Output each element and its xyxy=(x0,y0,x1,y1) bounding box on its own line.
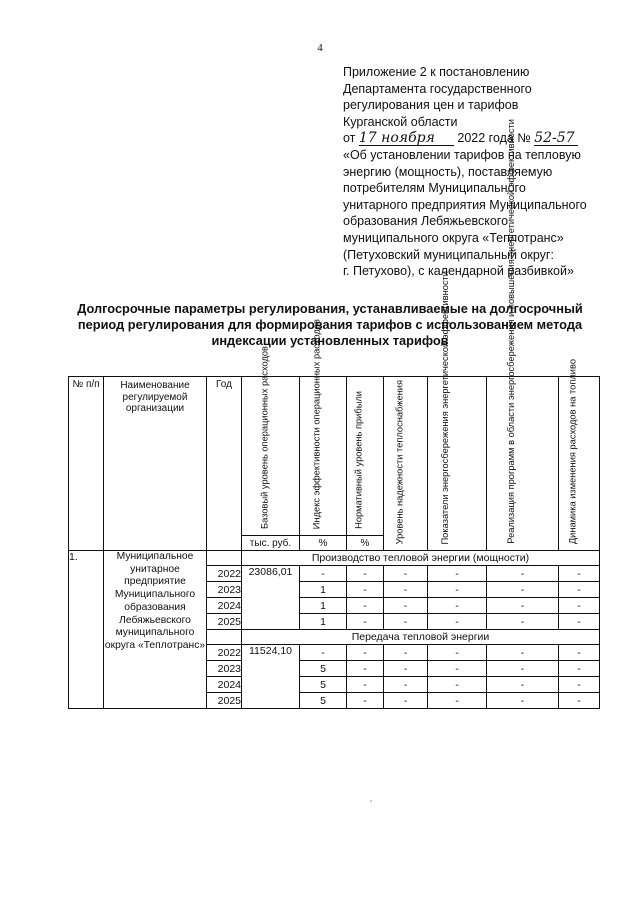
decree-date-line xyxy=(343,130,613,147)
programs-cell: - xyxy=(487,582,559,598)
profit-cell: - xyxy=(347,566,384,582)
header-year xyxy=(207,377,242,551)
index-cell: - xyxy=(300,566,347,582)
profit-cell: - xyxy=(347,582,384,598)
index-cell: - xyxy=(300,645,347,661)
blank-cell xyxy=(207,630,242,645)
header-programs-text: Реализация программ в области энергосбережения и повышения энергетической эффективности xyxy=(505,119,516,544)
appendix-block xyxy=(343,64,613,280)
fuel-cell: - xyxy=(559,693,600,709)
decree-title-line: муниципального округа «Теплотранс» xyxy=(343,230,564,245)
decree-title-line: унитарного предприятия Муниципального xyxy=(343,197,587,212)
heading-line: Долгосрочные параметры регулирования, устанавливаемые на долгосрочный xyxy=(77,301,583,316)
header-energy-saving xyxy=(428,270,487,551)
energy-saving-cell: - xyxy=(428,677,487,693)
page-number: 4 xyxy=(317,42,323,54)
reliability-cell: - xyxy=(384,645,428,661)
unit-profit: % xyxy=(347,536,384,551)
decree-title-line: энергию (мощность), поставляемую xyxy=(343,164,553,179)
base-cost-cell: 23086,01 xyxy=(242,566,300,630)
section-title-row xyxy=(69,551,600,566)
year-cell: 2025 xyxy=(207,693,242,709)
appendix-line: регулирования цен и тарифов xyxy=(343,98,519,113)
appendix-line: Курганской области xyxy=(343,114,458,129)
reliability-cell: - xyxy=(384,693,428,709)
handwritten-date: 17 ноября xyxy=(359,131,454,146)
decree-title-line: г. Петухово), с календарной разбивкой» xyxy=(343,264,574,279)
profit-cell: - xyxy=(347,645,384,661)
energy-saving-cell: - xyxy=(428,582,487,598)
energy-saving-cell: - xyxy=(428,645,487,661)
year-cell: 2022 xyxy=(207,566,242,582)
section-title: Производство тепловой энергии (мощности) xyxy=(242,551,600,566)
organization-name: Муниципальное унитарное предприятие Муниципального образования Лебяжьевского муниципального округа «Теплотранс» xyxy=(104,551,207,709)
year-cell: 2024 xyxy=(207,677,242,693)
header-org xyxy=(104,377,207,551)
programs-cell: - xyxy=(487,566,559,582)
decree-title-line: «Об установлении тарифов на тепловую xyxy=(343,147,581,162)
appendix-line: Приложение 2 к постановлению xyxy=(343,65,530,79)
fuel-cell: - xyxy=(559,677,600,693)
header-row xyxy=(69,377,600,536)
index-cell: 1 xyxy=(300,582,347,598)
date-suffix: 2022 года № xyxy=(457,131,531,146)
row-number: 1. xyxy=(69,551,104,709)
scan-speck xyxy=(370,800,372,802)
header-num xyxy=(69,377,104,551)
year-cell: 2022 xyxy=(207,645,242,661)
profit-cell: - xyxy=(347,677,384,693)
unit-index: % xyxy=(300,536,347,551)
year-cell: 2024 xyxy=(207,598,242,614)
unit-base: тыс. руб. xyxy=(242,536,300,551)
blank-cell xyxy=(207,551,242,566)
index-cell: 1 xyxy=(300,598,347,614)
reliability-cell: - xyxy=(384,661,428,677)
heading-line: период регулирования для формирования тарифов с использованием метода xyxy=(77,317,583,333)
header-energy-saving-text: Показатели энергосбережения энергетической эффективности xyxy=(440,270,450,544)
year-cell: 2023 xyxy=(207,582,242,598)
programs-cell: - xyxy=(487,677,559,693)
header-reliability-text: Уровень надежности теплоснабжения xyxy=(394,379,404,544)
programs-cell: - xyxy=(487,693,559,709)
programs-cell: - xyxy=(487,598,559,614)
profit-cell: - xyxy=(347,661,384,677)
fuel-cell: - xyxy=(559,598,600,614)
header-profit-text: Нормативный уровень прибыли xyxy=(353,391,364,529)
base-cost-cell: 11524,10 xyxy=(242,645,300,709)
energy-saving-cell: - xyxy=(428,566,487,582)
section-title: Передача тепловой энергии xyxy=(242,630,600,645)
header-base xyxy=(242,346,300,536)
header-year-text: Год xyxy=(216,379,232,390)
year-cell: 2025 xyxy=(207,614,242,630)
appendix-line: Департамента государственного xyxy=(343,81,532,96)
header-num-text: № п/п xyxy=(72,379,100,390)
decree-title-line: образования Лебяжьевского xyxy=(343,214,509,229)
fuel-cell: - xyxy=(559,614,600,630)
fuel-cell: - xyxy=(559,566,600,582)
programs-cell: - xyxy=(487,661,559,677)
header-fuel-text: Динамика изменения расходов на топливо xyxy=(567,358,578,544)
header-reliability xyxy=(384,377,428,551)
index-cell: 1 xyxy=(300,614,347,630)
year-cell: 2023 xyxy=(207,661,242,677)
date-prefix: от xyxy=(343,131,356,146)
programs-cell: - xyxy=(487,614,559,630)
reliability-cell: - xyxy=(384,582,428,598)
reliability-cell: - xyxy=(384,598,428,614)
energy-saving-cell: - xyxy=(428,614,487,630)
header-base-text: Базовый уровень операционных расходов xyxy=(259,346,269,529)
handwritten-number: 52-57 xyxy=(534,131,578,146)
fuel-cell: - xyxy=(559,661,600,677)
reliability-cell: - xyxy=(384,566,428,582)
index-cell: 5 xyxy=(300,693,347,709)
energy-saving-cell: - xyxy=(428,661,487,677)
programs-cell: - xyxy=(487,645,559,661)
profit-cell: - xyxy=(347,614,384,630)
heading-line: индексации установленных тарифов xyxy=(211,333,449,349)
header-profit xyxy=(347,377,384,536)
energy-saving-cell: - xyxy=(428,693,487,709)
decree-title-line: потребителям Муниципального xyxy=(343,181,526,196)
fuel-cell: - xyxy=(559,582,600,598)
header-index xyxy=(300,318,347,536)
profit-cell: - xyxy=(347,598,384,614)
header-fuel xyxy=(559,358,600,551)
reliability-cell: - xyxy=(384,677,428,693)
fuel-cell: - xyxy=(559,645,600,661)
header-index-text: Индекс эффективности операционных расходов xyxy=(311,318,322,529)
index-cell: 5 xyxy=(300,677,347,693)
reliability-cell: - xyxy=(384,614,428,630)
profit-cell: - xyxy=(347,693,384,709)
header-org-text: Наименование регулируемой организации xyxy=(120,380,190,414)
index-cell: 5 xyxy=(300,661,347,677)
decree-title-line: (Петуховский муниципальный округ: xyxy=(343,247,554,262)
energy-saving-cell: - xyxy=(428,598,487,614)
